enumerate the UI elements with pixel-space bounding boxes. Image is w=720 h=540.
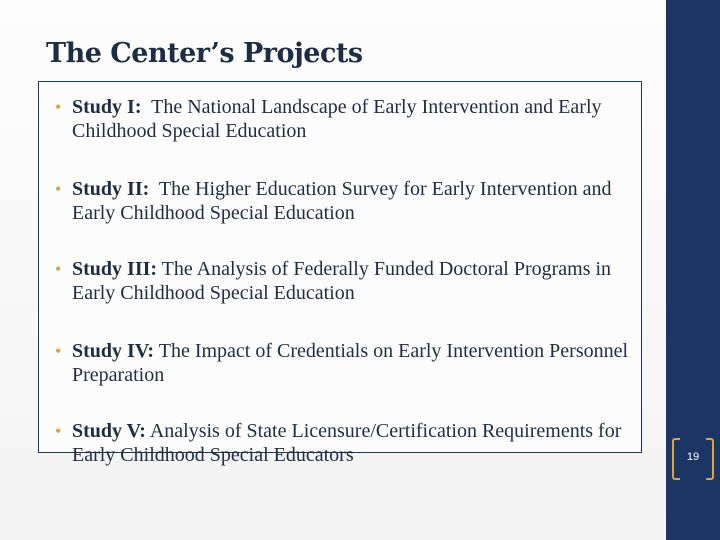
- bullet-study-2: [55, 177, 635, 225]
- bullet-dot-icon: •: [55, 259, 62, 279]
- study-description: The National Landscape of Early Intervention and Early Childhood Special Education: [72, 96, 607, 142]
- slide-title: The Center’s Projects: [46, 38, 363, 69]
- bullet-study-1: [55, 95, 635, 143]
- bullet-dot-icon: •: [55, 97, 62, 117]
- bullet-dot-icon: •: [55, 179, 62, 199]
- bullet-study-4: [55, 339, 635, 387]
- bullet-study-3: [55, 257, 635, 305]
- study-label: Study II:: [72, 178, 150, 200]
- study-description: Analysis of State Licensure/Certification Requirements for Early Childhood Special Educators: [72, 420, 627, 466]
- bullet-study-5: [55, 419, 635, 467]
- study-label: Study III:: [72, 258, 158, 280]
- page-number: 19: [686, 451, 700, 463]
- study-description: The Impact of Credentials on Early Intervention Personnel Preparation: [72, 340, 634, 386]
- page-number-badge: [672, 438, 714, 480]
- study-label: Study V:: [72, 420, 146, 442]
- study-label: Study I:: [72, 96, 142, 118]
- study-description: The Analysis of Federally Funded Doctoral Programs in Early Childhood Special Education: [72, 258, 617, 304]
- study-description: The Higher Education Survey for Early Intervention and Early Childhood Special Education: [72, 178, 617, 224]
- content-box: [38, 81, 642, 466]
- bullet-dot-icon: •: [55, 421, 62, 441]
- study-label: Study IV:: [72, 340, 155, 362]
- bullet-dot-icon: •: [55, 341, 62, 361]
